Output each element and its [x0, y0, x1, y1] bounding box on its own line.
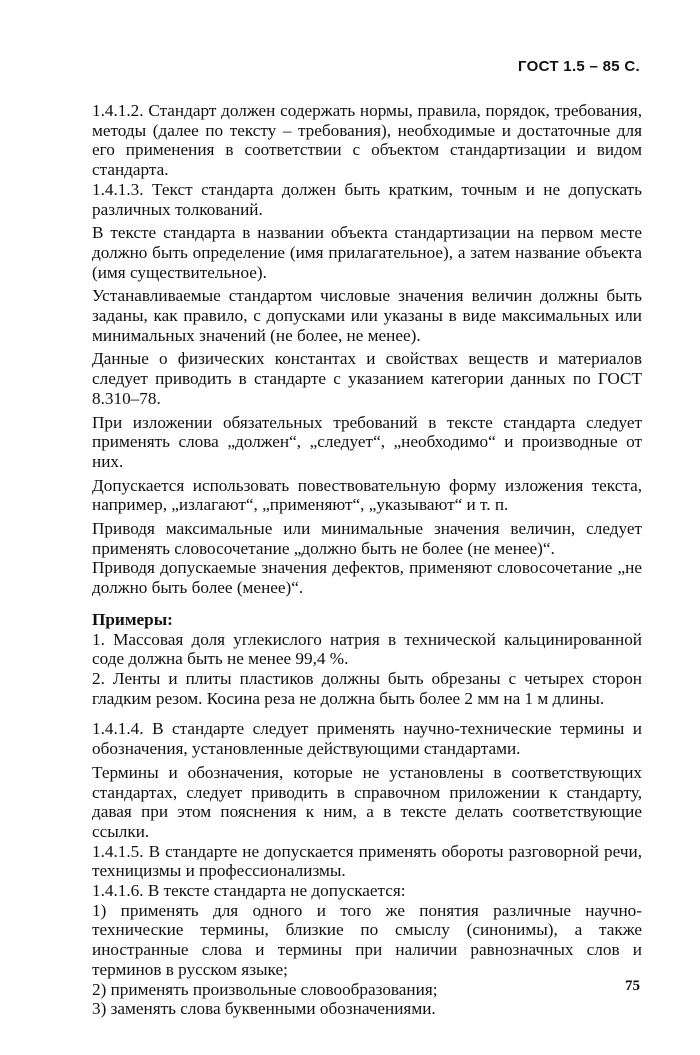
paragraph-mandatory-words: При изложении обязательных требований в тексте стандарта следует применять слова „должен“, „следует“, „необходимо“ и производные от них. — [92, 412, 642, 471]
paragraph-physical-constants: Данные о физических константах и свойствах веществ и материалов следует приводить в стандарте с указанием категории данных по ГОСТ 8.310–78. — [92, 349, 642, 408]
examples-heading: Примеры: — [92, 609, 173, 629]
list-item-1: 1) применять для одного и того же понятия различные научно-технические термины, близкие по смыслу (синонимы), а также иностранные слова и термины при наличии равнозначных слов и терминов в русском языке; — [92, 900, 642, 979]
list-item-3: 3) заменять слова буквенными обозначениями. — [92, 999, 436, 1019]
paragraph-terms-designations: Термины и обозначения, которые не установлены в соответствующих стандартах, следует приводить в справочном приложении к стандарту, давая при этом пояснения к ним, а в тексте делать соответствующие ссылки. — [92, 762, 642, 841]
paragraph-1-4-1-5: 1.4.1.5. В стандарте не допускается применять обороты разговорной речи, техницизмы и профессионализмы. — [92, 841, 642, 881]
page-header: ГОСТ 1.5 – 85 С. — [518, 58, 640, 75]
paragraph-1-4-1-4: 1.4.1.4. В стандарте следует применять научно-технические термины и обозначения, установленные действующими стандартами. — [92, 719, 642, 759]
paragraph-1-4-1-6: 1.4.1.6. В тексте стандарта не допускается: — [92, 881, 406, 901]
paragraph-numeric-values: Устанавливаемые стандартом числовые значения величин должны быть заданы, как правило, с допусками или указаны в виде максимальных или минимальных значений (не более, не менее). — [92, 286, 642, 345]
paragraph-1-4-1-3: 1.4.1.3. Текст стандарта должен быть кратким, точным и не допускать различных толкований. — [92, 179, 642, 219]
paragraph-1-4-1-2: 1.4.1.2. Стандарт должен содержать нормы, правила, порядок, требования, методы (далее по тексту – требования), необходимые и достаточные для его применения в соответствии с объектом стандартизации и видом стандарта. — [92, 101, 642, 180]
page-number: 75 — [625, 978, 640, 994]
example-item-2: 2. Ленты и плиты пластиков должны быть обрезаны с четырех сторон гладким резом. Косина реза не должна быть более 2 мм на 1 м длины. — [92, 668, 642, 708]
paragraph-narrative-form: Допускается использовать повествовательную форму изложения текста, например, „излагают“, „применяют“, „указывают“ и т. п. — [92, 475, 642, 515]
list-item-2: 2) применять произвольные словообразования; — [92, 979, 438, 999]
example-item-1: 1. Массовая доля углекислого натрия в технической кальцинированной соде должна быть не менее 99,4 %. — [92, 629, 642, 669]
paragraph-object-name: В тексте стандарта в названии объекта стандартизации на первом месте должно быть определение (имя прилагательное), а затем название объекта (имя существительное). — [92, 223, 642, 282]
document-body — [92, 101, 642, 1019]
paragraph-defect-values: Приводя допускаемые значения дефектов, применяют словосочетание „не должно быть более (менее)“. — [92, 558, 642, 598]
paragraph-max-min-values: Приводя максимальные или минимальные значения величин, следует применять словосочетание „должно быть не более (не менее)“. — [92, 519, 642, 558]
